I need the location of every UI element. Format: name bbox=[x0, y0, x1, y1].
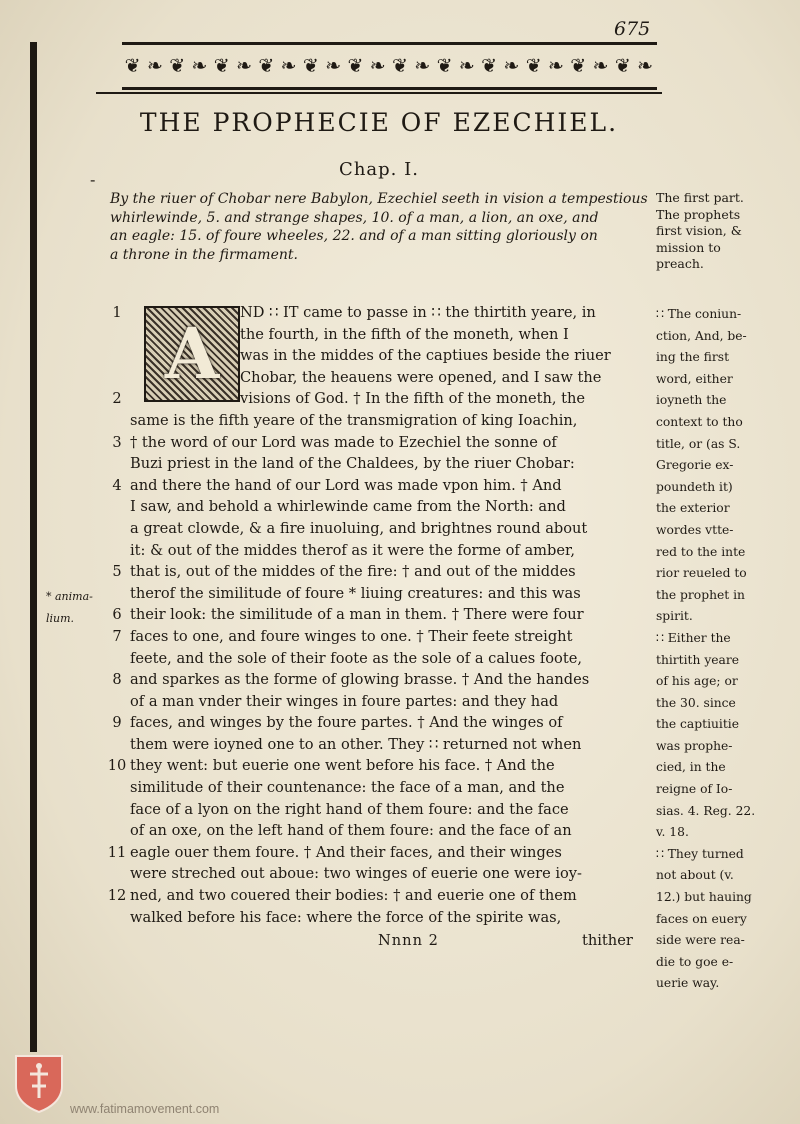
body-line: faces to one, and foure winges to one. † Their feete streight bbox=[130, 627, 573, 645]
ornament-glyph: ❦ bbox=[525, 55, 543, 77]
body-line: it: & out of the middes therof as it were the forme of amber, bbox=[130, 541, 575, 559]
body-line: the fourth, in the fifth of the moneth, when I bbox=[240, 325, 569, 343]
ornament-glyph: ❧ bbox=[236, 55, 253, 77]
body-text bbox=[130, 302, 660, 928]
ornament-glyph: ❦ bbox=[302, 55, 320, 77]
left-note-line: lium. bbox=[46, 611, 75, 625]
ornament-glyph: ❦ bbox=[614, 55, 632, 77]
body-line: walked before his face: where the force of the spirite was, bbox=[130, 908, 562, 926]
body-line: faces, and winges by the foure partes. † And the winges of bbox=[130, 714, 563, 732]
left-note-line: * anima- bbox=[46, 590, 93, 603]
margin-note-line: red to the inte bbox=[656, 544, 746, 559]
margin-note-line: thirtith yeare bbox=[656, 652, 740, 667]
body-line: that is, out of the middes of the fire: † and out of the middes bbox=[130, 563, 576, 581]
margin-note-line: title, or (as S. bbox=[656, 436, 741, 451]
margin-note-line: ction, And, be- bbox=[656, 328, 747, 343]
verse-number: 2 bbox=[112, 390, 122, 408]
book-title: THE PROPHECIE OF EZECHIEL. bbox=[139, 108, 619, 137]
verse-number bbox=[100, 648, 134, 670]
verse-number bbox=[100, 453, 134, 475]
drop-cap-letter: A bbox=[164, 312, 220, 395]
body-line: same is the fifth yeare of the transmigration of king Ioachin, bbox=[130, 411, 578, 429]
ornament-glyph: ❦ bbox=[169, 55, 187, 77]
margin-note-line: word, either bbox=[656, 371, 733, 386]
catchword: thither bbox=[582, 932, 633, 949]
verse-number: 8 bbox=[112, 671, 122, 689]
verse-number bbox=[100, 691, 134, 713]
verse-number bbox=[100, 863, 134, 885]
body-line: feete, and the sole of their foote as the sole of a calues foote, bbox=[130, 649, 582, 667]
ornament-glyph: ❧ bbox=[414, 55, 432, 77]
page-number: 675 bbox=[614, 18, 651, 40]
body-line: Chobar, the heauens were opened, and I saw the bbox=[240, 368, 602, 386]
ornament-glyph: ❧ bbox=[458, 55, 476, 77]
part-note-line: preach. bbox=[656, 256, 704, 271]
body-line: ned, and two couered their bodies: † and euerie one of them bbox=[130, 887, 577, 905]
ornament-glyph: ❧ bbox=[592, 55, 610, 77]
margin-note-line: context to tho bbox=[656, 414, 743, 429]
part-side-note bbox=[656, 190, 766, 273]
body-line: were streched out aboue: two winges of euerie one were ioy- bbox=[130, 865, 582, 883]
ornament-glyph: ❦ bbox=[570, 55, 588, 77]
margin-note-line: reigne of Io- bbox=[656, 782, 733, 797]
verse-numbers bbox=[100, 302, 134, 928]
verse-number: 9 bbox=[112, 714, 122, 732]
part-note-line: The first part. bbox=[656, 190, 744, 205]
argument-line: whirlewinde, 5. and strange shapes, 10. of a man, a lion, an oxe, and bbox=[110, 209, 599, 226]
shield-logo-icon bbox=[12, 1052, 66, 1114]
verse-number bbox=[100, 324, 134, 346]
ornament-glyph: ❦ bbox=[213, 55, 231, 77]
ornamental-header-band bbox=[122, 42, 657, 90]
body-line: them were ioyned one to an other. They ∷ returned not when bbox=[130, 735, 582, 753]
body-line: they went: but euerie one went before his face. † And the bbox=[130, 757, 555, 775]
margin-note-line: ioyneth the bbox=[656, 393, 727, 408]
margin-note-line: side were rea- bbox=[656, 933, 745, 948]
body-line: I saw, and behold a whirlewinde came from the North: and bbox=[130, 498, 566, 516]
ornament-glyph: ❦ bbox=[124, 55, 142, 77]
margin-note-line: uerie way. bbox=[656, 976, 720, 991]
verse-number bbox=[100, 496, 134, 518]
verse-number bbox=[100, 799, 134, 821]
verse-number bbox=[100, 583, 134, 605]
body-line: a great clowde, & a fire inuoluing, and brightnes round about bbox=[130, 519, 588, 537]
margin-note-line: ing the first bbox=[656, 350, 730, 365]
margin-note-line: ∷ Either the bbox=[656, 630, 731, 645]
margin-note-line: poundeth it) bbox=[656, 479, 733, 494]
margin-note-line: cied, in the bbox=[656, 760, 726, 775]
margin-note-line: the 30. since bbox=[656, 695, 736, 710]
verse-number: 7 bbox=[112, 627, 122, 645]
body-line: and sparkes as the forme of glowing brasse. † And the handes bbox=[130, 671, 590, 689]
body-line: of an oxe, on the left hand of them foure: and the face of an bbox=[130, 822, 572, 840]
verse-number: 3 bbox=[112, 433, 122, 451]
margin-note-line: sias. 4. Reg. 22. bbox=[656, 803, 756, 818]
margin-note-line: not about (v. bbox=[656, 868, 734, 883]
ornament-glyph: ❦ bbox=[392, 55, 409, 77]
ornament-glyph: ❦ bbox=[347, 55, 365, 77]
margin-note-line: the exterior bbox=[656, 501, 730, 516]
margin-notes bbox=[656, 304, 776, 995]
body-line: and there the hand of our Lord was made vpon him. † And bbox=[130, 476, 562, 494]
margin-dash: - bbox=[90, 170, 96, 189]
page-spine-edge bbox=[30, 42, 37, 1052]
verse-number bbox=[100, 518, 134, 540]
margin-note-line: was prophe- bbox=[656, 738, 733, 753]
margin-note-line: the captiuitie bbox=[656, 717, 740, 732]
verse-number: 10 bbox=[107, 757, 127, 775]
verse-number: 12 bbox=[107, 887, 127, 905]
argument-line: By the riuer of Chobar nere Babylon, Ezechiel seeth in vision a tempestious bbox=[110, 191, 648, 207]
margin-note-line: 12.) but hauing bbox=[656, 890, 752, 905]
ornament-glyph: ❧ bbox=[548, 55, 565, 77]
margin-note-line: spirit. bbox=[656, 609, 693, 624]
margin-note-line: faces on euery bbox=[656, 911, 747, 926]
body-line: their look: the similitude of a man in them. † There were four bbox=[130, 606, 584, 624]
verse-number bbox=[100, 345, 134, 367]
body-line: therof the similitude of foure * liuing creatures: and this was bbox=[130, 584, 581, 602]
margin-note-line: Gregorie ex- bbox=[656, 458, 734, 473]
verse-number: 5 bbox=[112, 563, 122, 581]
verse-number: 4 bbox=[112, 476, 122, 494]
ornament-glyph: ❧ bbox=[280, 55, 298, 77]
margin-note-line: the prophet in bbox=[656, 587, 745, 602]
watermark-url: www.fatimamovement.com bbox=[70, 1102, 220, 1116]
body-line: visions of God. † In the fifth of the moneth, the bbox=[240, 390, 586, 408]
body-line: was in the middes of the captiues beside the riuer bbox=[240, 347, 611, 365]
margin-note-line: rior reueled to bbox=[656, 566, 747, 581]
body-line: eagle ouer them foure. † And their faces, and their winges bbox=[130, 843, 562, 861]
ornament-glyph: ❧ bbox=[369, 55, 387, 77]
body-line: Buzi priest in the land of the Chaldees, by the riuer Chobar: bbox=[130, 455, 575, 473]
argument-line: a throne in the firmament. bbox=[110, 246, 298, 263]
ornament-glyph: ❧ bbox=[637, 55, 655, 77]
margin-note-line: v. 18. bbox=[656, 825, 689, 840]
part-note-line: The prophets bbox=[656, 206, 741, 222]
body-line: † the word of our Lord was made to Ezechiel the sonne of bbox=[130, 433, 557, 451]
ornament-glyph: ❧ bbox=[146, 55, 164, 77]
verse-number: 6 bbox=[112, 606, 122, 624]
left-margin-note bbox=[46, 586, 98, 629]
body-line: ND ∷ IT came to passe in ∷ the thirtith yeare, in bbox=[240, 304, 596, 321]
margin-note-line: of his age; or bbox=[656, 674, 738, 689]
body-line: similitude of their countenance: the face of a man, and the bbox=[130, 779, 565, 797]
verse-number bbox=[100, 777, 134, 799]
verse-number bbox=[100, 734, 134, 756]
ornament-glyph: ❧ bbox=[191, 55, 209, 77]
ornament-glyph: ❦ bbox=[436, 55, 454, 77]
ornament-glyph: ❧ bbox=[325, 55, 343, 77]
margin-note-line: ∷ The coniun- bbox=[656, 307, 742, 321]
ornament-glyph: ❧ bbox=[503, 55, 521, 77]
verse-number bbox=[100, 367, 134, 389]
verse-number: 1 bbox=[112, 304, 122, 321]
verse-number: 11 bbox=[107, 843, 127, 861]
margin-note-line: die to goe e- bbox=[656, 954, 734, 969]
part-note-line: first vision, & bbox=[656, 223, 742, 238]
chapter-heading: Chap. I. bbox=[339, 159, 419, 180]
part-note-line: mission to bbox=[656, 239, 721, 255]
chapter-argument bbox=[110, 190, 655, 264]
ornament-glyph: ❦ bbox=[481, 55, 499, 77]
body-line: face of a lyon on the right hand of them foure: and the face bbox=[130, 800, 569, 818]
verse-number bbox=[100, 540, 134, 562]
margin-note-line: wordes vtte- bbox=[656, 522, 734, 537]
argument-line: an eagle: 15. of foure wheeles, 22. and of a man sitting gloriously on bbox=[110, 228, 598, 244]
margin-note-line: ∷ They turned bbox=[656, 846, 744, 861]
header-rule bbox=[96, 92, 662, 94]
verse-number bbox=[100, 820, 134, 842]
verse-number bbox=[100, 907, 134, 929]
signature-mark: Nnnn 2 bbox=[378, 932, 439, 949]
verse-number bbox=[100, 410, 134, 432]
body-line: of a man vnder their winges in foure partes: and they had bbox=[130, 692, 559, 710]
ornament-glyph: ❦ bbox=[258, 55, 276, 77]
